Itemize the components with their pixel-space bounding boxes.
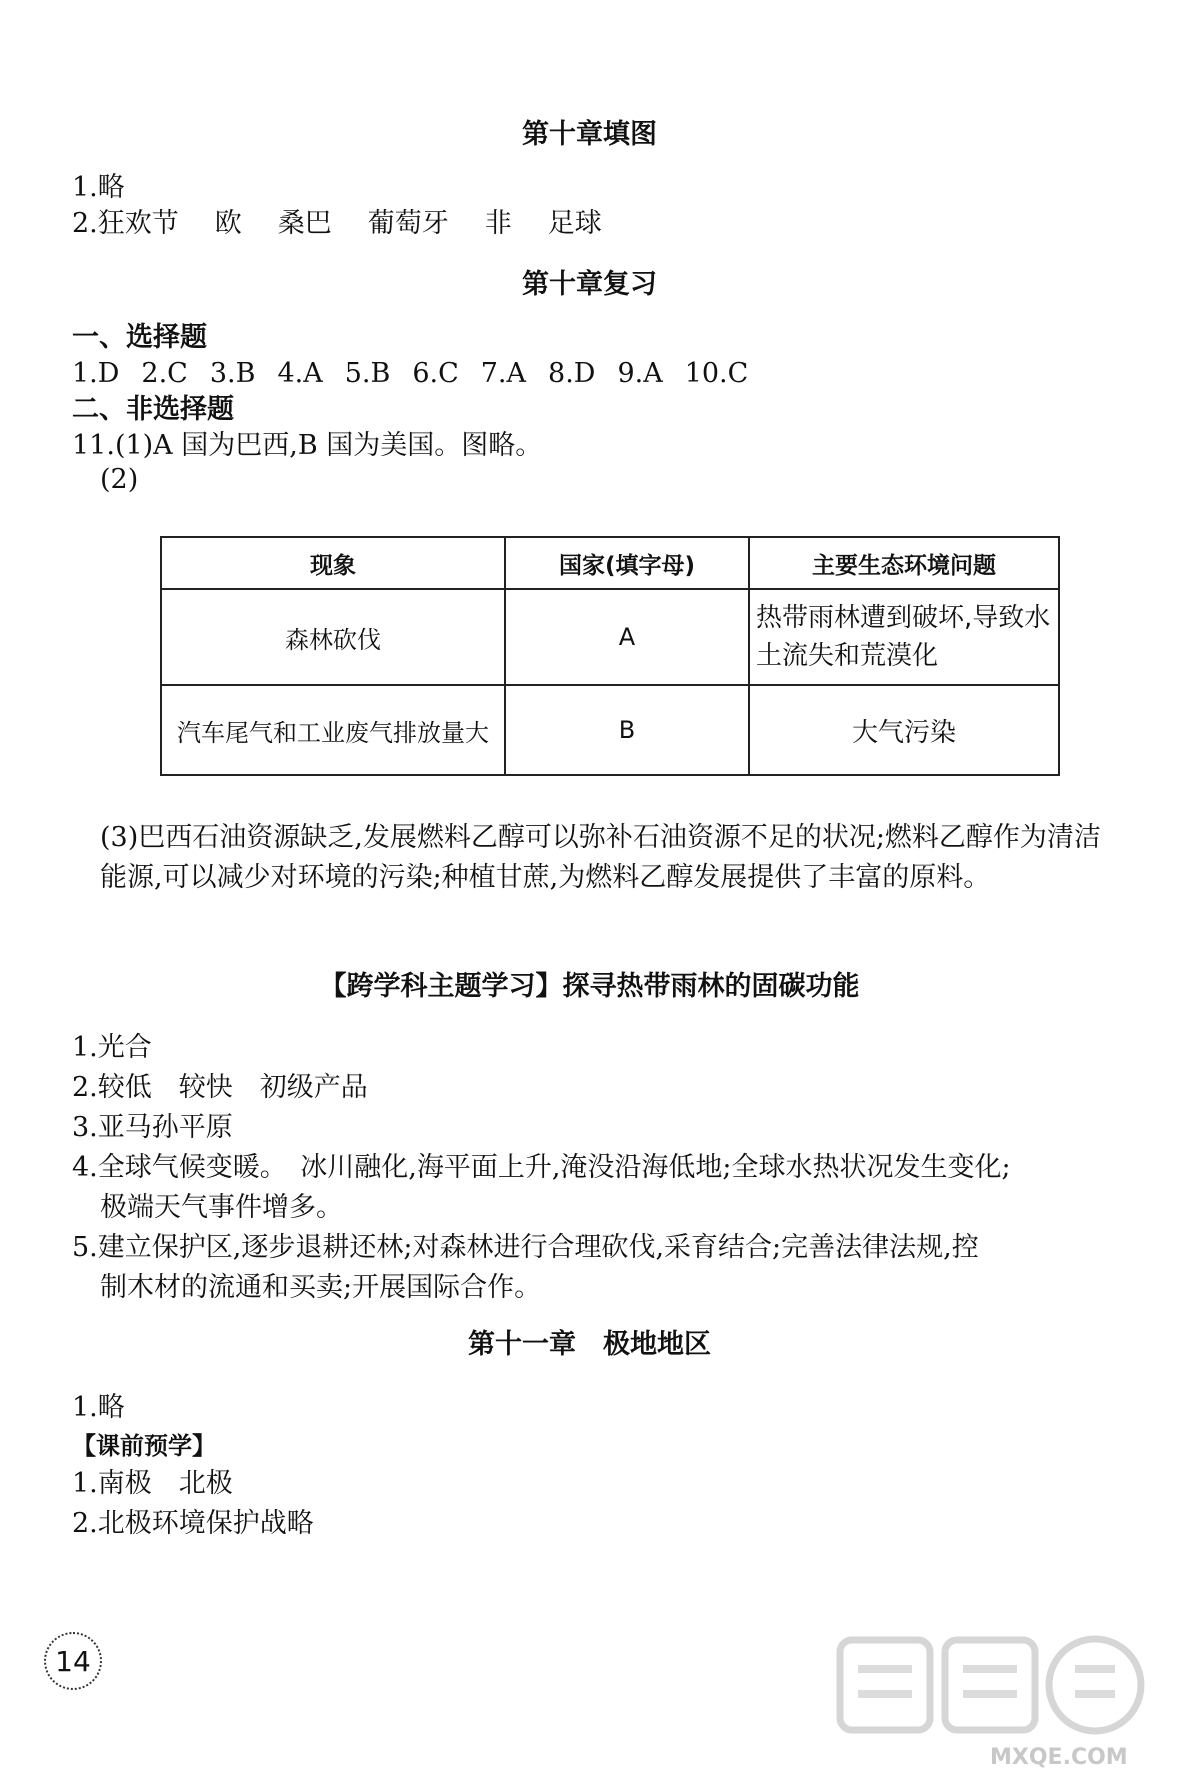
- section-title-review: 第十章复习: [522, 269, 657, 300]
- cross-item-2: 2.较低 较快 初级产品: [72, 1072, 368, 1103]
- answer: 7.A: [480, 358, 527, 389]
- fill-map-item-1: 1.略: [72, 172, 125, 203]
- table-header-row: [161, 537, 1059, 589]
- table-header: 主要生态环境问题: [749, 537, 1059, 589]
- table-header: 国家(填字母): [505, 537, 749, 589]
- answer: 狂欢节: [97, 208, 179, 239]
- section-title-chapter11: 第十一章 极地地区: [468, 1329, 711, 1360]
- answer: 10.C: [684, 358, 749, 389]
- nonchoice-heading: 二、非选择题: [72, 394, 234, 425]
- answer: 2.C: [141, 358, 188, 389]
- cross-item-4-cont: 极端天气事件增多。: [100, 1192, 343, 1223]
- answer: 6.C: [412, 358, 459, 389]
- preview-item-2: 2.北极环境保护战略: [72, 1508, 314, 1539]
- answer: 3.B: [209, 358, 256, 389]
- q11-part1: 11.(1)A 国为巴西,B 国为美国。图略。: [72, 430, 543, 461]
- cross-item-5: 5.建立保护区,逐步退耕还林;对森林进行合理砍伐,采育结合;完善法律法规,控: [72, 1232, 979, 1263]
- chapter11-item-1: 1.略: [72, 1392, 125, 1423]
- answer: 9.A: [617, 358, 663, 389]
- answer: 非: [484, 208, 512, 239]
- page-number: 14: [44, 1632, 102, 1690]
- table-cell: 汽车尾气和工业废气排放量大: [161, 685, 505, 775]
- answer: 欧: [214, 208, 242, 239]
- cross-item-3: 3.亚马孙平原: [72, 1112, 233, 1143]
- item-number: 2.: [72, 208, 98, 239]
- cross-item-5-cont: 制木材的流通和买卖;开展国际合作。: [100, 1272, 542, 1303]
- cross-item-4: 4.全球气候变暖。 冰川融化,海平面上升,淹没沿海低地;全球水热状况发生变化;: [72, 1152, 1011, 1183]
- preview-heading: 【课前预学】: [72, 1432, 216, 1460]
- cross-item-1: 1.光合: [72, 1032, 152, 1063]
- section-title-cross-subject: 【跨学科主题学习】探寻热带雨林的固碳功能: [319, 971, 860, 1002]
- choice-answers: [72, 354, 770, 394]
- answer: 8.D: [548, 358, 596, 389]
- section-title-fill-map: 第十章填图: [522, 119, 657, 150]
- answer: 1.D: [72, 358, 120, 389]
- table-cell: 森林砍伐: [161, 589, 505, 685]
- fill-map-item-2: [72, 204, 602, 244]
- answer: 5.B: [344, 358, 391, 389]
- answer: 足球: [547, 208, 602, 239]
- table-row: [161, 589, 1059, 685]
- answer: 4.A: [277, 358, 323, 389]
- q11-part2-label: (2): [100, 464, 139, 495]
- table-cell: B: [505, 685, 749, 775]
- table-row: [161, 685, 1059, 775]
- table-cell: 热带雨林遭到破坏,导致水土流失和荒漠化: [749, 589, 1059, 685]
- table-header: 现象: [161, 537, 505, 589]
- table-cell: 大气污染: [749, 685, 1059, 775]
- choice-heading: 一、选择题: [72, 322, 207, 353]
- watermark-logo-icon: [820, 1620, 1160, 1750]
- environment-table: [160, 536, 1060, 776]
- table-cell: A: [505, 589, 749, 685]
- watermark-url: MXQE.COM: [990, 1745, 1128, 1770]
- preview-item-1: 1.南极 北极: [72, 1468, 233, 1499]
- q11-part3: (3)巴西石油资源缺乏,发展燃料乙醇可以弥补石油资源不足的状况;燃料乙醇作为清洁能源,可以减少对环境的污染;种植甘蔗,为燃料乙醇发展提供了丰富的原料。: [100, 822, 1101, 893]
- answer: 葡萄牙: [367, 208, 449, 239]
- answer: 桑巴: [277, 208, 332, 239]
